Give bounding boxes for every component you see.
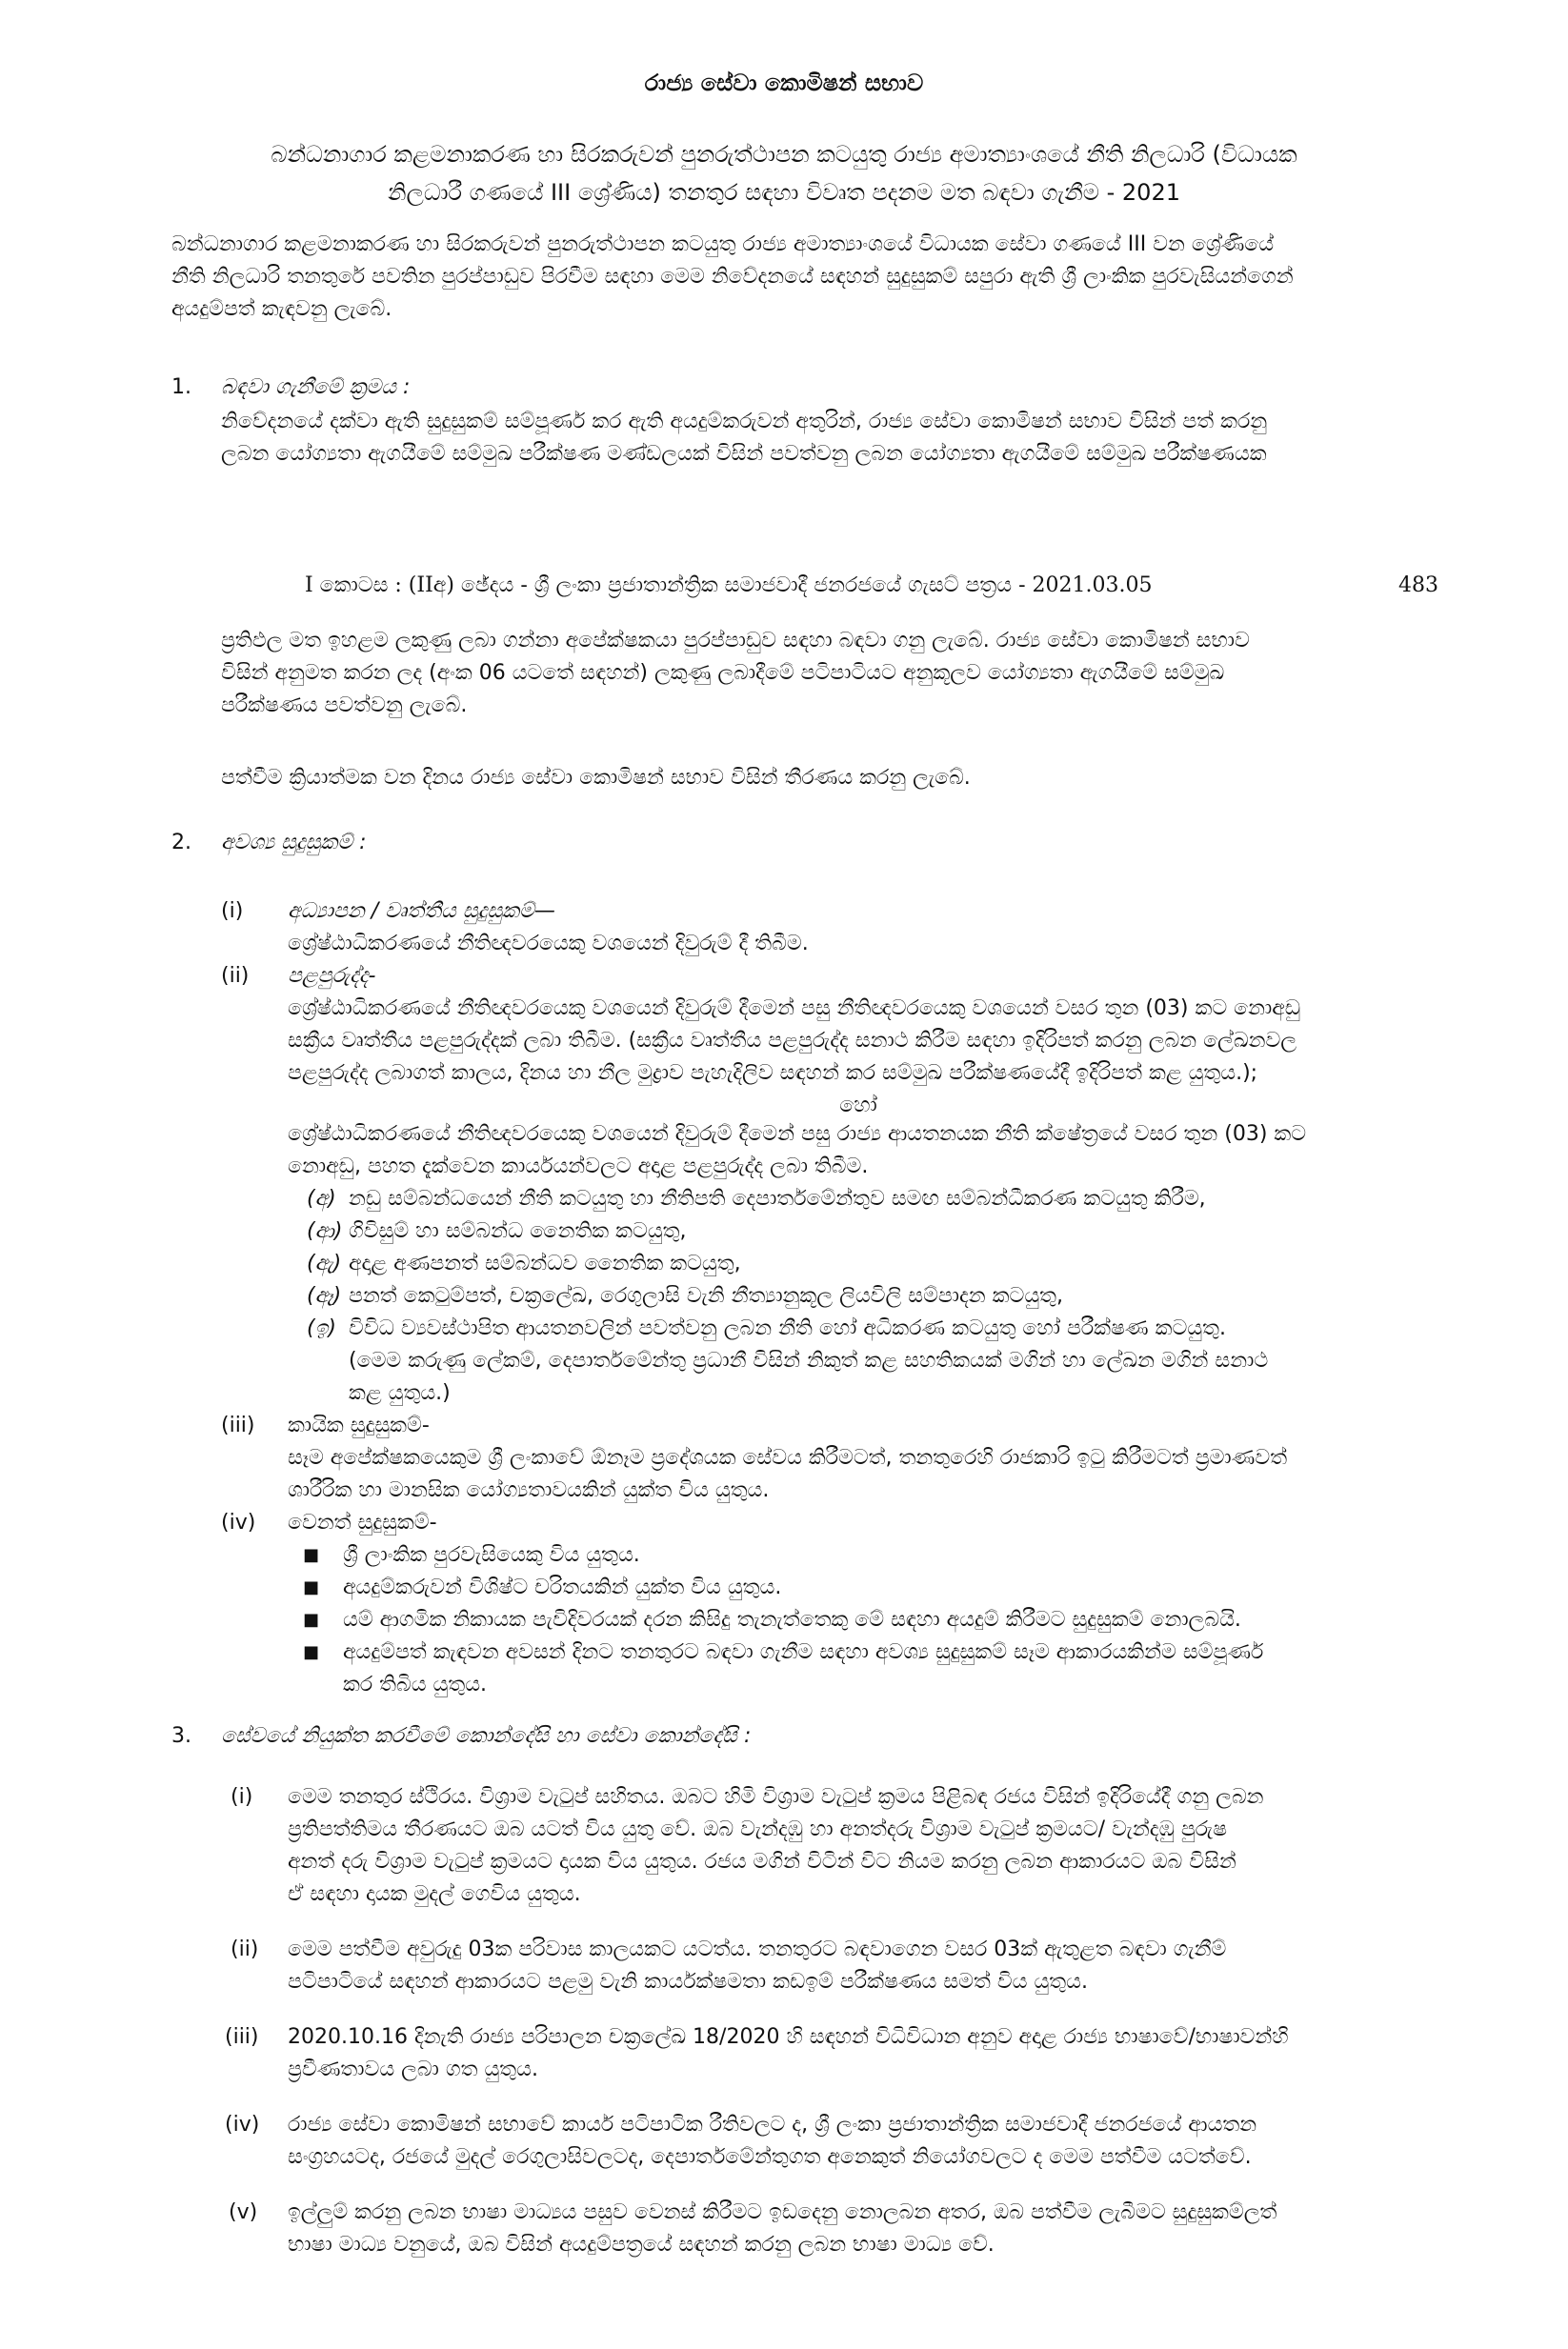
bullet-text: අයදුම්පත් කැඳවන අවසන් දිනට තනතුරට බඳවා ගැනීම සඳහා අවශ්‍ය සුදුසුකම් සෑම ආකාරයකින්ම සම්පූර්ණ <box>343 1640 1264 1664</box>
sub-item-text: අදාළ අණපනත් සම්බන්ධව නෛතික කටයුතු, <box>349 1252 741 1275</box>
section-number: 1. <box>171 375 191 399</box>
bullet-text: ශ්‍රී ලාංකික පුරවැසියෙකු විය යුතුය. <box>343 1543 640 1567</box>
section-number: 3. <box>171 1724 191 1748</box>
or-separator: හෝ <box>839 1094 877 1117</box>
bullet-item <box>303 1636 1429 1701</box>
condition-line: සංග්‍රහයටද, රජයේ මුදල් රෙගුලාසිවලටද, දෙපාර්තමේන්තුගත අනෙකුත් නියෝගවලට ද මෙම පත්වීම යටත්වේ. <box>288 2145 1252 2169</box>
subsection-heading: වෙනත් සුදුසුකම්- <box>288 1511 437 1535</box>
continuation-paragraph <box>221 625 1429 722</box>
main-title <box>162 135 1406 211</box>
sub-item-mark: (ඉ) <box>307 1316 336 1340</box>
condition-line: මෙම තනතුර ස්ථිරය. විශ්‍රාම වැටුප් සහිතය. ඔබට හිමි විශ්‍රාම වැටුප් ක්‍රමය පිළිබඳ රජය විසින් ඉදිරියේදී ගනු ලබන <box>288 1785 1264 1809</box>
bullet-icon: ■ <box>303 1610 320 1630</box>
condition-line: රාජ්‍ය සේවා කොමිෂන් සභාවේ කාර්ය පටිපාටික රීතිවලට ද, ශ්‍රී ලංකා ප්‍රජාතාන්ත්‍රික සමාජවාදී ජනරජයේ ආයතන <box>288 2113 1257 2137</box>
condition-body <box>288 2109 1429 2174</box>
condition-line: ප්‍රවීණතාවය ලබා ගත යුතුය. <box>288 2058 538 2081</box>
bullet-icon: ■ <box>303 1577 320 1597</box>
org-title: රාජ්‍ය සේවා කොමිෂන් සභාව <box>644 70 924 96</box>
bullet-item <box>303 1572 1429 1604</box>
experience-line: පළපුරුද්ද ලබාගත් කාලය, දිනය හා නීල මුද්‍රාව පැහැදිලිව සඳහන් කර සම්මුඛ පරීක්ෂණයේදී ඉදිරිපත් කළ යුතුය.); <box>288 1061 1258 1085</box>
section-1-body <box>221 406 1429 471</box>
experience-line: ශ්‍රේෂ්ඨාධිකරණයේ නීතිඥවරයෙකු වශයෙන් දිවුරුම් දීමෙන් පසු රාජ්‍ය ආයතනයක නීති ක්ෂේත්‍රයේ වසර තුන (03) කට <box>288 1122 1307 1146</box>
intro-line: නීති නිලධාරි තනතුරේ පවතින පුරප්පාඩුව පිරවීම සඳහා මෙම නිවේදනයේ සඳහන් සුදුසුකම් සපුරා ඇති ශ්‍රී ලාංකික පුරවැසියන්ගෙන් <box>171 265 1294 289</box>
condition-line: භාෂා මාධ්‍ය වනුයේ, ඔබ විසින් අයදුම්පත්‍රයේ සඳහන් කරනු ලබන භාෂා මාධ්‍ය වේ. <box>288 2233 995 2257</box>
condition-number: (iv) <box>225 2113 260 2137</box>
subsection-heading: කායික සුදුසුකම්- <box>288 1414 430 1437</box>
intro-paragraph <box>171 229 1429 326</box>
physical-line: ශාරීරික හා මානසික යෝග්‍යතාවයකින් යුක්ත විය යුතුය. <box>288 1478 770 1502</box>
subsection-heading: අධ්‍යාපන / වෘත්තීය සුදුසුකම්— <box>288 899 555 923</box>
condition-body <box>288 2197 1429 2261</box>
section-number: 2. <box>171 831 191 854</box>
condition-line: පටිපාටියේ සඳහන් ආකාරයට පළමු වැනි කාර්යක්ෂමතා කඩඉම් පරීක්ෂණය සමත් විය යුතුය. <box>288 1970 1088 1994</box>
experience-paragraph-a <box>288 993 1429 1090</box>
page-header-text: I කොටස : (IIඅ) ඡේදය - ශ්‍රී ලංකා ප්‍රජාතාන්ත්‍රික සමාජවාදී ජනරජයේ ගැසට් පත්‍රය - 2021.03.05 <box>305 573 1153 597</box>
experience-line: ශ්‍රේෂ්ඨාධිකරණයේ නීතිඥවරයෙකු වශයෙන් දිවුරුම් දීමෙන් පසු නීතිඥවරයෙකු වශයෙන් වසර තුන (03) කට නොඅඩු <box>288 996 1301 1020</box>
section-1-line: ලබන යෝග්‍යතා ඇගයීමේ සම්මුඛ පරීක්ෂණ මණ්ඩලයක් විසින් පවත්වනු ලබන යෝග්‍යතා ඇගයීමේ සම්මුඛ පරීක්ෂණයක <box>221 442 1267 466</box>
note-line: (මෙම කරුණු ලේකම්, දෙපාර්තමේන්තු ප්‍රධානී විසින් නිකුත් කළ සහතිකයක් මගින් හා ලේඛන මගින් සනාථ <box>349 1349 1269 1373</box>
sub-item-mark: (ඈ) <box>307 1284 342 1308</box>
continuation-line: පරීක්ෂණය පවත්වනු ලැබේ. <box>221 693 468 717</box>
condition-body <box>288 1934 1429 1998</box>
condition-line: මෙම පත්වීම අවුරුදු 03ක පරිවාස කාලයකට යටත්ය. තනතුරට බඳවාගෙන වසර 03ක් ඇතුළත බඳවා ගැනීම් <box>288 1937 1227 1961</box>
sub-item-text: ගිවිසුම් හා සම්බන්ධ නෛතික කටයුතු, <box>349 1219 687 1243</box>
condition-line: 2020.10.16 දිනැති රාජ්‍ය පරිපාලන චක්‍රලේඛ 18/2020 හි සඳහන් විධිවිධාන අනුව අදාළ රාජ්‍ය භාෂාවේ/භාෂාවන්හි <box>288 2025 1289 2049</box>
experience-paragraph-b <box>288 1118 1429 1183</box>
bullet-icon: ■ <box>303 1545 320 1565</box>
sub-item-text: විවිධ ව්‍යවස්ථාපිත ආයතනවලින් පවත්වනු ලබන නීති හෝ අධිකරණ කටයුතු හෝ පරීක්ෂණ කටයුතු. <box>349 1316 1226 1340</box>
condition-line: ඒ සඳහා දායක මුදල් ගෙවිය යුතුය. <box>288 1882 581 1906</box>
page-number: 483 <box>1398 573 1438 597</box>
physical-line: සෑම අපේක්ෂකයෙකුම ශ්‍රී ලංකාවේ ඕනෑම ප්‍රදේශයක සේවය කිරීමටත්, තනතුරෙහි රාජකාරි ඉටු කිරීමටත් ප්‍රමාණවත් <box>288 1446 1288 1470</box>
condition-line: ඉල්ලුම් කරනු ලබන භාෂා මාධ්‍යය පසුව වෙනස් කිරීමට ඉඩදෙනු නොලබන අතර, ඔබ පත්වීම ලැබීමට සුදුසුකම්ලත් <box>288 2200 1277 2224</box>
experience-line: නොඅඩු, පහත දැක්වෙන කාර්යයන්වලට අදාළ පළපුරුද්ද ලබා තිබීම. <box>288 1154 869 1178</box>
continuation-line: විසින් අනුමත කරන ලද (අංක 06 යටතේ සඳහන්) ලකුණු ලබාදීමේ පටිපාටියට අනුකූලව යෝග්‍යතා ඇගයීමේ සම්මුඛ <box>221 661 1225 685</box>
subsection-number: (i) <box>221 899 244 923</box>
other-qualifications-list <box>303 1539 1429 1701</box>
sub-item-text: නඩු සම්බන්ධයෙන් නීති කටයුතු හා නීතිපති දෙපාර්තමේන්තුව සමඟ සම්බන්ධීකරණ කටයුතු කිරීම, <box>349 1187 1206 1211</box>
sub-item-mark: (ආ) <box>307 1219 343 1243</box>
condition-number: (i) <box>231 1785 253 1809</box>
condition-line: ප්‍රතිපත්තිමය තීරණයට ඔබ යටත් විය යුතු වේ. ඔබ වැන්දඹු හා අනත්දරු විශ්‍රාම වැටුප් ක්‍රමයට/ වැන්දඹු පුරුෂ <box>288 1817 1228 1841</box>
sub-item-mark: (අ) <box>307 1187 336 1211</box>
condition-body <box>288 1781 1429 1911</box>
effective-date-line: පත්වීම ක්‍රියාත්මක වන දිනය රාජ්‍ය සේවා කොමිෂන් සභාව විසින් තීරණය කරනු ලැබේ. <box>221 766 971 790</box>
condition-number: (iii) <box>225 2025 259 2049</box>
condition-body <box>288 2021 1429 2086</box>
intro-line: අයදුම්පත් කැඳවනු ලැබේ. <box>171 297 392 321</box>
subsection-number: (ii) <box>221 964 250 988</box>
condition-number: (ii) <box>231 1937 259 1961</box>
experience-line: සක්‍රීය වෘත්තීය පළපුරුද්දක් ලබා තිබීම. (සක්‍රීය වෘත්තීය පළපුරුද්ද සනාථ කිරීම සඳහා ඉදිරිපත් කරනු ලබන ලේඛනවල <box>288 1029 1297 1053</box>
bullet-item <box>303 1539 1429 1572</box>
condition-number: (v) <box>229 2200 258 2224</box>
subsection-number: (iv) <box>221 1511 256 1535</box>
subsection-line: ශ්‍රේෂ්ඨාධිකරණයේ නීතිඥවරයෙකු වශයෙන් දිවුරුම් දී තිබීම. <box>288 932 809 955</box>
section-heading: බඳවා ගැනීමේ ක්‍රමය : <box>221 375 411 399</box>
certification-note <box>349 1345 1429 1410</box>
intro-line: බන්ධනාගාර කළමනාකරණ හා සිරකරුවන් පුනරුත්ථාපන කටයුතු රාජ්‍ය අමාත්‍යාංශයේ විධායක සේවා ගණයේ III වන ශ්‍රේණියේ <box>171 232 1275 256</box>
bullet-text: කර තිබිය යුතුය. <box>343 1673 488 1696</box>
section-heading: අවශ්‍ය සුදුසුකම් : <box>221 831 367 854</box>
main-title-line: බන්ධනාගාර කළමනාකරණ හා සිරකරුවන් පුනරුත්ථාපන කටයුතු රාජ්‍ය අමාත්‍යාංශයේ නීති නිලධාරි (විධායක <box>271 141 1297 168</box>
physical-qualification-body <box>288 1442 1429 1507</box>
section-heading: සේවයේ නියුක්ත කරවීමේ කොන්දේසි හා සේවා කොන්දේසි : <box>221 1724 752 1748</box>
bullet-item <box>303 1604 1429 1636</box>
bullet-text: යම් ආගමික නිකායක පැවිදිවරයක් දරන කිසිදු තැනැත්තෙකු මේ සඳහා අයදුම් කිරීමට සුදුසුකම් නොලබයි. <box>343 1608 1241 1632</box>
subsection-heading: පළපුරුද්ද- <box>288 964 376 988</box>
bullet-text: අයදුම්කරුවන් විශිෂ්ට චරිතයකින් යුක්ත විය යුතුය. <box>343 1576 782 1599</box>
continuation-line: ප්‍රතිඵල මත ඉහළම ලකුණු ලබා ගන්නා අපේක්ෂකයා පුරප්පාඩුව සඳහා බඳවා ගනු ලැබේ. රාජ්‍ය සේවා කොමිෂන් සභාව <box>221 629 1250 652</box>
condition-line: අනත් දරු විශ්‍රාම වැටුප් ක්‍රමයට දායක විය යුතුය. රජය මගින් විටින් විට නියම කරනු ලබන ආකාරයට ඔබ විසින් <box>288 1850 1236 1874</box>
main-title-line: නිලධාරී ගණයේ III ශ්‍රේණිය) තනතුර සඳහා විවෘත පදනම මත බඳවා ගැනීම - 2021 <box>388 179 1180 206</box>
section-1-line: නිවේදනයේ දක්වා ඇති සුදුසුකම් සම්පූර්ණ කර ඇති අයදුම්කරුවන් අතුරින්, රාජ්‍ය සේවා කොමිෂන් සභාව විසින් පත් කරනු <box>221 410 1268 433</box>
sub-item-mark: (ඇ) <box>307 1252 342 1275</box>
bullet-icon: ■ <box>303 1642 320 1662</box>
note-line: කළ යුතුය.) <box>349 1381 451 1405</box>
subsection-number: (iii) <box>221 1414 255 1437</box>
sub-item-text: පනත් කෙටුම්පත්, චක්‍රලේඛ, රෙගුලාසි වැනි නීත්‍යානුකූල ලියවිලි සම්පාදන කටයුතු, <box>349 1284 1064 1308</box>
